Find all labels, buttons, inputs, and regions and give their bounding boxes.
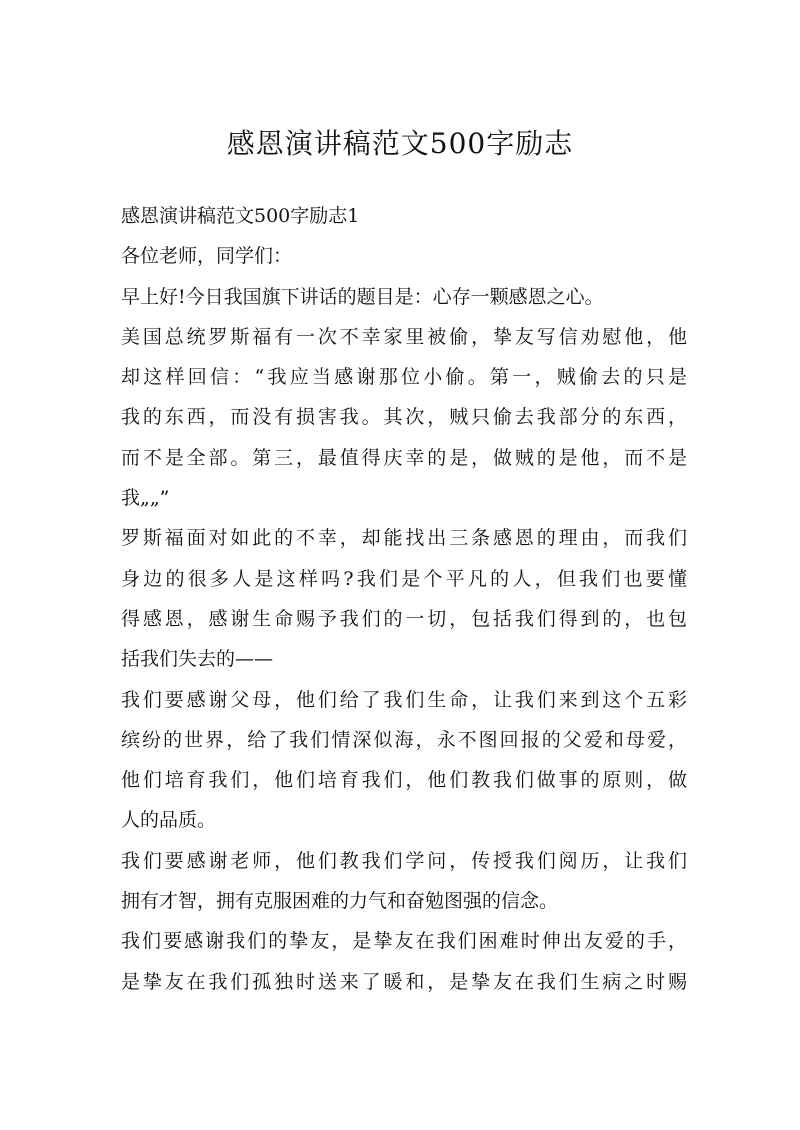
text-line: 罗斯福面对如此的不幸，却能找出三条感恩的理由，而我们 bbox=[121, 527, 687, 550]
text-line: 缤纷的世界，给了我们情深似海，永不图回报的父爱和母爱， bbox=[121, 728, 687, 751]
text-line: 我„„” bbox=[121, 487, 170, 510]
document-body bbox=[121, 196, 687, 1002]
text-line: 括我们失去的—— bbox=[121, 648, 274, 671]
text-line: 身边的很多人是这样吗?我们是个平凡的人，但我们也要懂 bbox=[121, 567, 687, 590]
text-line: 而不是全部。第三，最值得庆幸的是，做贼的是他，而不是 bbox=[121, 446, 687, 469]
text-line: 我们要感谢我们的挚友，是挚友在我们困难时伸出友爱的手， bbox=[121, 930, 687, 953]
text-line: 却这样回信：“我应当感谢那位小偷。第一，贼偷去的只是 bbox=[121, 366, 687, 389]
text-line: 是挚友在我们孤独时送来了暖和，是挚友在我们生病之时赐 bbox=[121, 970, 687, 993]
text-line: 人的品质。 bbox=[121, 809, 217, 832]
text-line: 我们要感谢父母，他们给了我们生命，让我们来到这个五彩 bbox=[121, 688, 687, 711]
text-line: 我们要感谢老师，他们教我们学问，传授我们阅历，让我们 bbox=[121, 849, 687, 872]
salutation-line: 各位老师，同学们： bbox=[121, 245, 293, 268]
section-heading: 感恩演讲稿范文500字励志1 bbox=[121, 205, 360, 227]
text-line: 他们培育我们，他们培育我们，他们教我们做事的原则，做 bbox=[121, 769, 687, 792]
text-line: 得感恩，感谢生命赐予我们的一切，包括我们得到的，也包 bbox=[121, 607, 687, 630]
text-line: 美国总统罗斯福有一次不幸家里被偷，挚友写信劝慰他，他 bbox=[121, 325, 687, 348]
page-title: 感恩演讲稿范文500字励志 bbox=[226, 127, 574, 160]
text-line: 早上好!今日我国旗下讲话的题目是：心存一颗感恩之心。 bbox=[121, 285, 604, 308]
text-line: 拥有才智，拥有克服困难的力气和奋勉图强的信念。 bbox=[121, 890, 559, 913]
text-line: 我的东西，而没有损害我。其次，贼只偷去我部分的东西， bbox=[121, 406, 687, 429]
